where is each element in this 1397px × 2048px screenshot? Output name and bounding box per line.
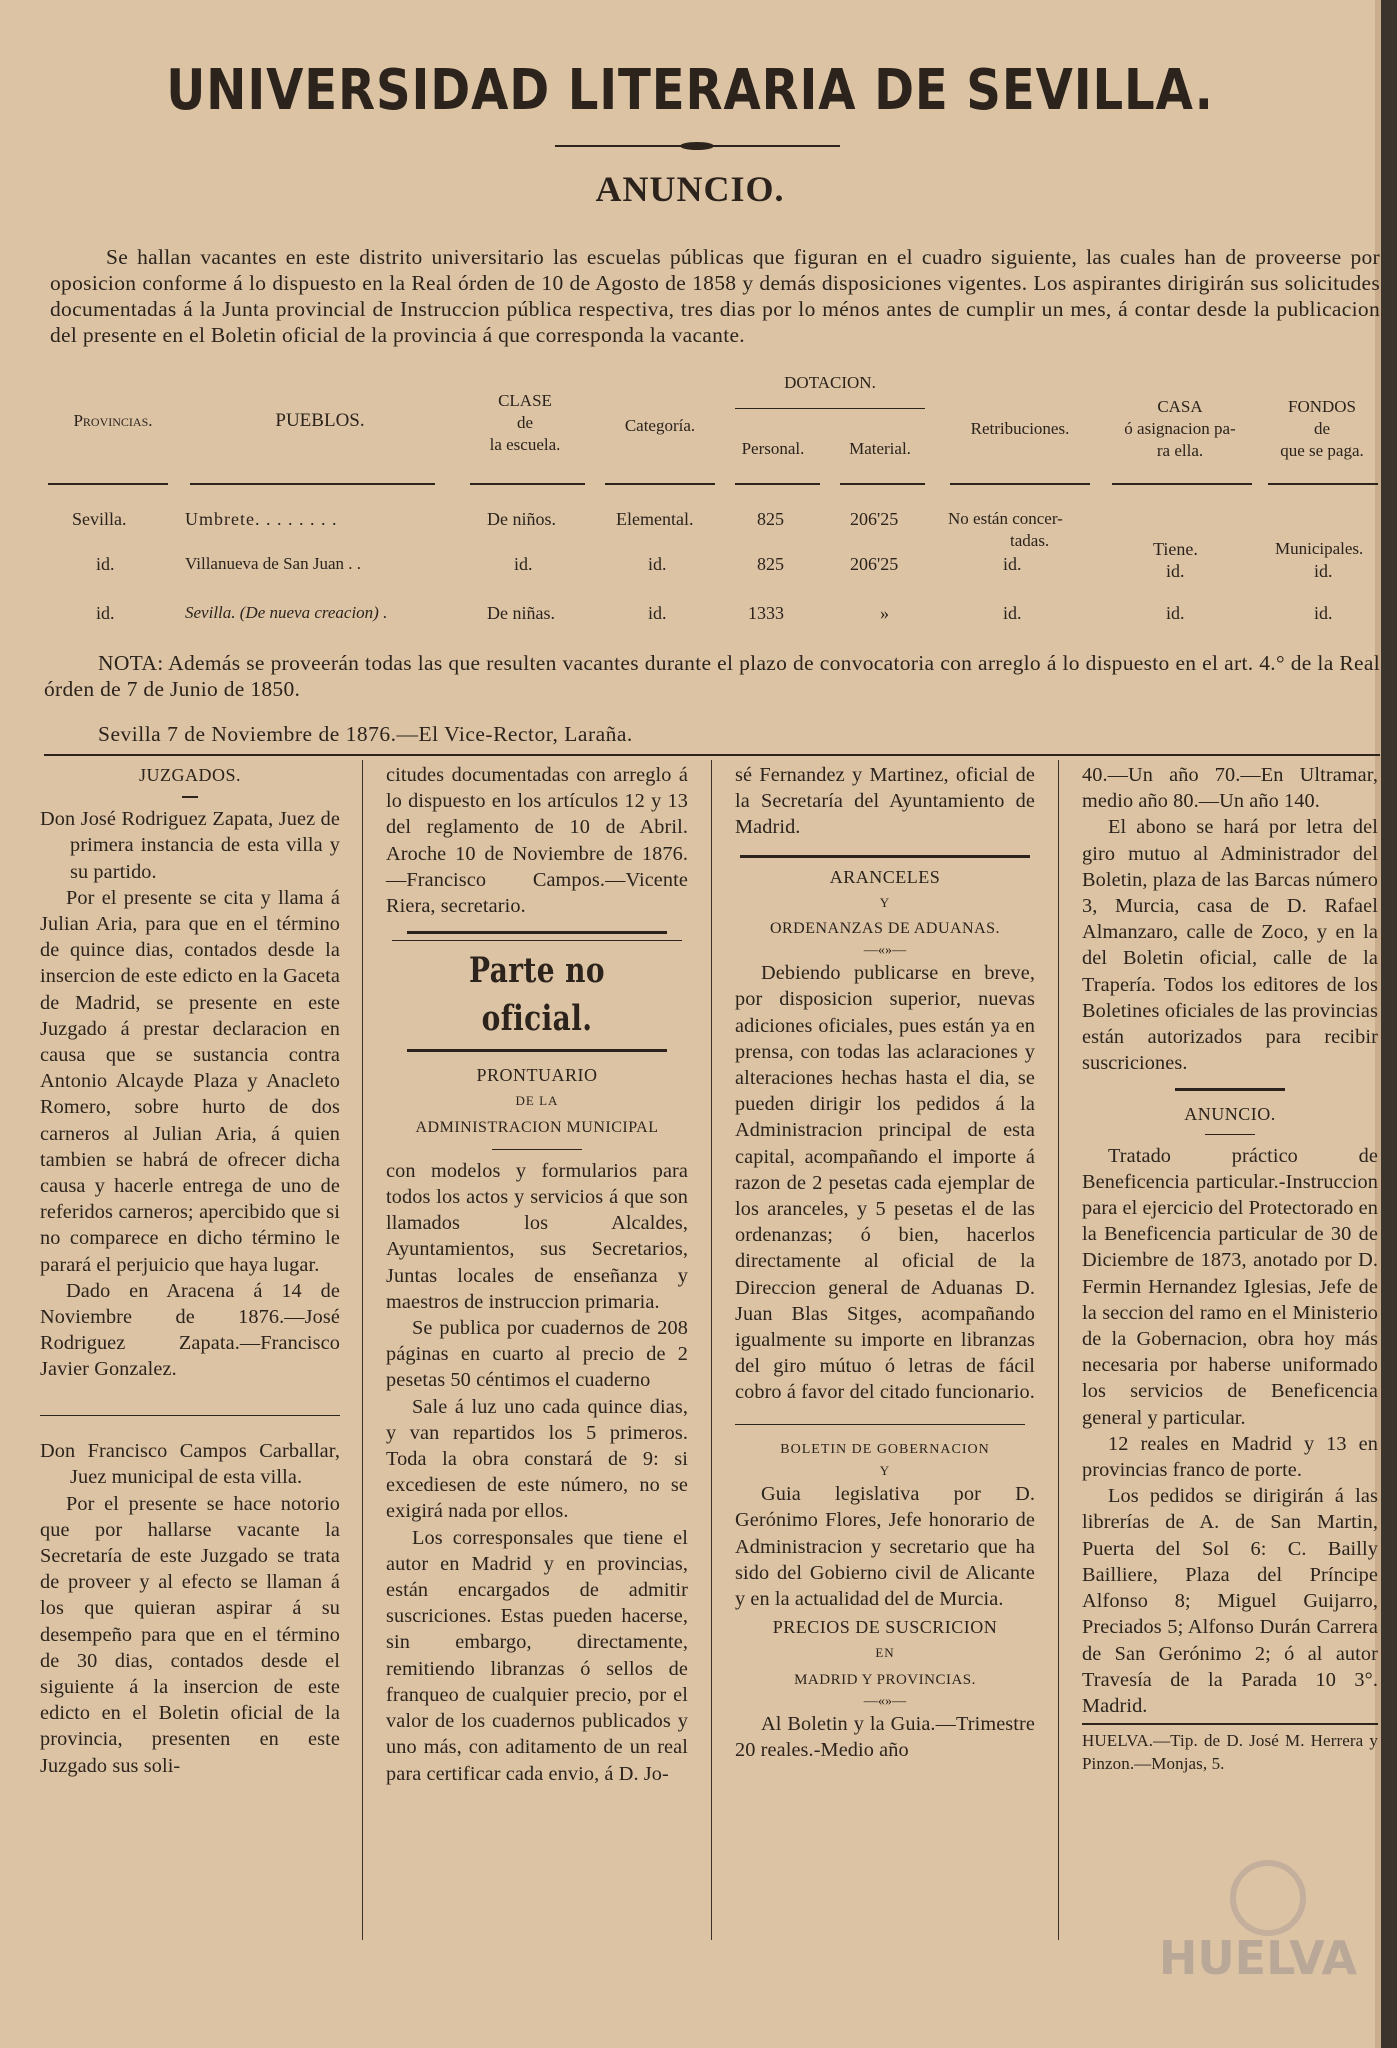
row3-clase: De niñas. xyxy=(487,603,555,623)
column-rule xyxy=(1058,760,1059,1940)
table-rule xyxy=(1112,483,1252,485)
edict1-date: Dado en Aracena á 14 de Noviembre de 1876.—José Rodriguez Zapata.—Francisco Javier Gonzalez. xyxy=(40,1279,340,1381)
row3-categoria: id. xyxy=(648,603,667,623)
rule xyxy=(392,940,682,941)
table-rule xyxy=(1268,483,1378,485)
y-label: Y xyxy=(879,894,891,910)
precios-heading: PRECIOS DE SUSCRICION xyxy=(772,1617,998,1638)
th-fondos xyxy=(1262,396,1382,462)
rule xyxy=(407,931,667,934)
th-casa xyxy=(1105,396,1255,462)
column-3 xyxy=(735,762,1035,1763)
row3-retribuciones: id. xyxy=(1003,603,1022,623)
ordenanzas-heading: ORDENANZAS DE ADUANAS. xyxy=(769,920,1001,938)
th-provincias: Provincias. xyxy=(73,411,153,430)
row2-retribuciones-b: id. xyxy=(1003,554,1022,574)
column-rule xyxy=(711,760,712,1940)
rule xyxy=(407,1049,667,1052)
watermark: HUELVA xyxy=(1158,1931,1358,1985)
nota-paragraph: NOTA: Además se proveerán todas las que resulten vacantes durante el plazo de convocatoria con arreglo á lo dispuesto en el art. 4.° de la Real órden de 7 de Junio de 1850. xyxy=(44,651,1380,701)
row2-categoria: id. xyxy=(648,554,667,574)
edict1-body: Por el presente se cita y llama á Julian Aria, para que en el término de quince dias, contados desde la insercion de este edicto en la Gaceta de Madrid, se presente en este Juzgado á prestar declaracion en causa que se sustancia contra Antonio Alcayde Plaza y Anacleto Romero, sobre hurto de dos carneros al Julian Aria, á quien tambien se habrá de ofrecer dicha causa y hacerle entrega de uno de referidos carneros; apercibido que si no comparece en dicho término le parará el perjuicio que haya lugar. xyxy=(40,886,340,1276)
guia-text: Guia legislativa por D. Gerónimo Flores, Jefe honorario de Administracion y secretario que ha sido del Gobierno civil de Alicante y en la actualidad del de Murcia. xyxy=(735,1483,1035,1610)
row3-provincia: id. xyxy=(96,603,115,623)
row2-casa-b: id. xyxy=(1166,561,1185,581)
precios-text: Al Boletin y la Guia.—Trimestre 20 reales.-Medio año xyxy=(735,1712,1035,1761)
th-clase-2: de xyxy=(516,413,534,432)
table-rule xyxy=(950,483,1090,485)
row1-pueblo: Umbrete. . . . . . . . xyxy=(185,509,338,529)
th-fondos-1: FONDOS xyxy=(1287,397,1357,416)
imprint: HUELVA.—Tip. de D. José M. Herrera y Pinzon.—Monjas, 5. xyxy=(1082,1730,1378,1773)
table-rule xyxy=(48,483,168,485)
edict2-title: Don Francisco Campos Carballar, Juez municipal de esta villa. xyxy=(40,1440,340,1489)
row1-clase: De niños. xyxy=(487,509,556,529)
de-la-label: DE LA xyxy=(515,1093,559,1109)
signature-line: Sevilla 7 de Noviembre de 1876.—El Vice-Rector, Laraña. xyxy=(98,722,633,746)
row2-material: 206'25 xyxy=(850,554,899,574)
juzgados-heading: JUZGADOS. xyxy=(138,765,241,785)
rule xyxy=(492,1149,582,1150)
heading-rule xyxy=(182,796,198,798)
column-rule xyxy=(362,760,363,1940)
th-clase xyxy=(470,390,580,456)
th-dotacion: DOTACION. xyxy=(784,373,876,392)
row2-provincia: id. xyxy=(96,554,115,574)
row3-material: » xyxy=(880,603,889,623)
rule xyxy=(1205,1134,1255,1135)
masthead: UNIVERSIDAD LITERARIA DE SEVILLA. xyxy=(166,58,1214,123)
th-clase-1: CLASE xyxy=(498,391,552,410)
th-clase-3: la escuela. xyxy=(489,435,561,454)
row2-casa-a: Tiene. xyxy=(1153,539,1198,559)
rule xyxy=(1175,1088,1285,1091)
admin-municipal-heading: ADMINISTRACION MUNICIPAL xyxy=(415,1118,659,1136)
rule xyxy=(1082,1723,1378,1725)
th-casa-1: CASA xyxy=(1157,397,1203,416)
prontuario-para-2: Se publica por cuadernos de 208 páginas en cuarto al precio de 2 pesetas 50 céntimos el cuaderno xyxy=(386,1317,688,1392)
pedidos-text: Los pedidos se dirigirán á las librerías de A. de San Martin, Puerta del Sol 6: C. Bailly Bailliere, Plaza del Príncipe Alfonso 8; Miguel Guijarro, Preciados 5; Alfonso Durán Carrera de San Gerónimo 2; ó al autor Travesía de la Parada 10 3°. Madrid. xyxy=(1082,1485,1378,1717)
row3-fondos: id. xyxy=(1314,603,1333,623)
table-rule xyxy=(840,483,925,485)
col4-continued: 40.—Un año 70.—En Ultramar, medio año 80.—Un año 140. xyxy=(1082,764,1378,813)
prontuario-heading: PRONTUARIO xyxy=(476,1065,598,1086)
th-fondos-2: de xyxy=(1313,419,1331,438)
rule xyxy=(740,855,1030,858)
precio-text: 12 reales en Madrid y 13 en provincias franco de porte. xyxy=(1082,1432,1378,1482)
table-rule xyxy=(190,483,435,485)
table-rule xyxy=(605,483,715,485)
madrid-provincias-heading: MADRID Y PROVINCIAS. xyxy=(794,1671,976,1688)
table-rule xyxy=(735,483,820,485)
rule xyxy=(735,1424,1025,1426)
th-material: Material. xyxy=(849,439,911,458)
y-label-2: Y xyxy=(879,1463,891,1479)
aranceles-heading: ARANCELES xyxy=(829,866,941,887)
column-1 xyxy=(40,762,340,1779)
th-categoria: Categoría. xyxy=(624,416,696,435)
row3-personal: 1333 xyxy=(748,603,784,623)
row2-clase: id. xyxy=(514,554,533,574)
row2-retribuciones-a: tadas. xyxy=(1010,531,1050,550)
column-4 xyxy=(1082,762,1378,1775)
separator: —«»— xyxy=(863,943,907,959)
th-casa-2: ó asignacion pa- xyxy=(1124,419,1236,438)
page-edge-shadow xyxy=(1381,0,1397,2048)
section-rule xyxy=(44,754,1380,756)
th-retribuciones: Retribuciones. xyxy=(970,419,1070,438)
row1-material: 206'25 xyxy=(850,509,899,529)
prontuario-para-3: Sale á luz uno cada quince dias, y van repartidos los 5 primeros. Toda la obra constará de 9: si excediesen de este número, no se exigirá nada por ellos. xyxy=(386,1395,688,1523)
anuncio-heading: ANUNCIO. xyxy=(1184,1104,1276,1125)
boletin-heading: BOLETIN DE GOBERNACION xyxy=(780,1442,990,1458)
col3-continued: sé Fernandez y Martinez, oficial de la Secretaría del Ayuntamiento de Madrid. xyxy=(735,764,1035,839)
prontuario-para-4: Los corresponsales que tiene el autor en Madrid y en provincias, están encargados de admitir suscriciones. Estas pueden hacerse, sin embargo, directamente, remitiendo libranzas ó sellos de franqueo de cualquier precio, por el valor de los cuadernos publicados y uno más, con aditamento de un real para certificar cada envio, á D. Jo- xyxy=(386,1526,688,1785)
column-2 xyxy=(386,762,688,1787)
edict-rule xyxy=(40,1415,340,1417)
dotacion-rule xyxy=(735,408,925,409)
th-pueblos: PUEBLOS. xyxy=(275,410,365,431)
intro-paragraph: Se hallan vacantes en este distrito universitario las escuelas públicas que figuran en el cuadro siguiente, las cuales han de proveerse por oposicion conforme á lo dispuesto en la Real órden de 10 de Agosto de 1858 y demás disposiciones vigentes. Los aspirantes dirigirán sus solicitudes documentadas á la Junta provincial de Instruccion pública respectiva, tres dias por lo ménos antes de cumplir un mes, á contar desde la publicacion del presente en el Boletin oficial de la provincia á que corresponda la vacante. xyxy=(50,245,1380,347)
prontuario-para-1: con modelos y formularios para todos los actos y servicios á que son llamados los Alcaldes, Ayuntamientos, sus Secretarios, Juntas locales de enseñanza y maestros de instruccion primaria. xyxy=(386,1159,688,1313)
aranceles-text: Debiendo publicarse en breve, por disposicion superior, nuevas adiciones oficiales, pues están ya en prensa, con todas las aclaraciones y alteraciones hechas hasta el dia, se pueden dirigir los pedidos á la Administracion principal de esta capital, acompañando el importe á razon de 2 pesetas cada ejemplar de los aranceles, y 5 pesetas el de las ordenanzas; ó bien, hacerlos directamente al oficial de la Direccion general de Aduanas D. Juan Blas Sitges, acompañando igualmente su importe en libranzas del giro mútuo ó letras de fácil cobro á favor del citado funcionario. xyxy=(735,962,1035,1404)
parte-no-oficial-heading: Parte no oficial. xyxy=(469,950,605,1040)
page-title: ANUNCIO. xyxy=(595,169,785,209)
row2-pueblo: Villanueva de San Juan . . xyxy=(185,554,362,573)
row3-casa: id. xyxy=(1166,603,1185,623)
row1-personal: 825 xyxy=(757,509,784,529)
edict2-body: Por el presente se hace notorio que por hallarse vacante la Secretaría de este Juzgado se trata de proveer y al efecto se llaman á los que quieran aspirar á su desempeño para que en el término de 30 dias, contados desde el siguiente á la insercion de este edicto en el Boletin oficial de la provincia, presenten en este Juzgado sus soli- xyxy=(40,1492,340,1777)
th-fondos-3: que se paga. xyxy=(1280,441,1364,460)
row2-fondos-b: id. xyxy=(1314,561,1333,581)
col2-continued: citudes documentadas con arreglo á lo dispuesto en los artículos 12 y 13 del reglamento de 10 de Abril. Aroche 10 de Noviembre de 1876.—Francisco Campos.—Vicente Riera, secretario. xyxy=(386,764,688,918)
row1-provincia: Sevilla. xyxy=(72,509,127,529)
ornament-rule xyxy=(555,142,840,150)
row2-personal: 825 xyxy=(757,554,784,574)
th-personal: Personal. xyxy=(741,439,805,458)
tratado-text: Tratado práctico de Beneficencia particular.-Instruccion para el ejercicio del Protectorado en la Beneficencia particular de 30 de Diciembre de 1873, anotado por D. Fermin Hernandez Iglesias, Jefe de la seccion del ramo en el Ministerio de la Gobernacion, obra hoy más necesaria por haberse uniformado los servicios de Beneficencia general y particular. xyxy=(1082,1144,1378,1429)
table-rule xyxy=(470,483,585,485)
edict1-title: Don José Rodriguez Zapata, Juez de primera instancia de esta villa y su partido. xyxy=(40,808,340,883)
row1-categoria: Elemental. xyxy=(616,509,694,529)
row1-retribuciones: No están concer- xyxy=(948,509,1063,528)
en-label: EN xyxy=(875,1645,895,1661)
row3-pueblo: Sevilla. (De nueva creacion) . xyxy=(185,603,388,622)
th-casa-3: ra ella. xyxy=(1156,441,1204,460)
abono-text: El abono se hará por letra del giro mutuo al Administrador del Boletin, plaza de las Barcas número 3, Murcia, casa de D. Rafael Almanzaro, calle de Zoco, y en la del Boletin oficial, calle de la Trapería. Todos los editores de los Boletines oficiales de las provincias están autorizados para recibir suscriciones. xyxy=(1082,816,1378,1075)
row2-fondos-a: Municipales. xyxy=(1275,539,1364,558)
separator-2: —«»— xyxy=(863,1693,907,1709)
